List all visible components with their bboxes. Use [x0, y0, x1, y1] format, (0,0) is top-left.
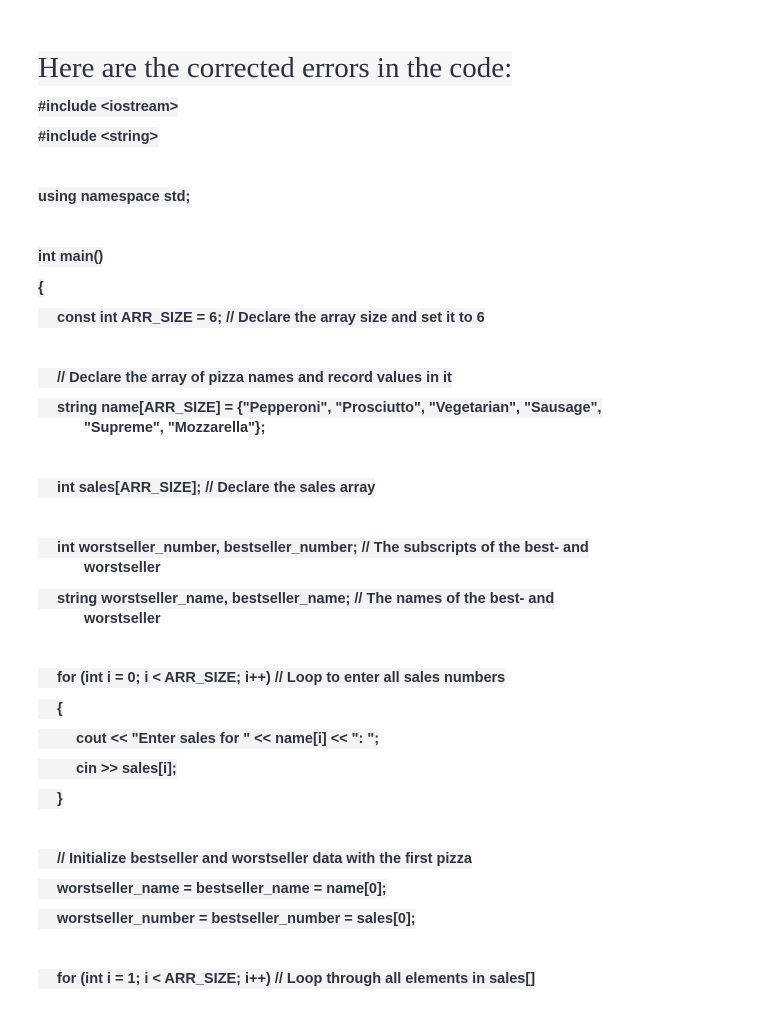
code-text: cout << "Enter sales for " << name[i] << ": "; — [38, 729, 379, 749]
code-text: int worstseller_number, bestseller_number; // The subscripts of the best- and — [38, 538, 589, 558]
code-text: int sales[ARR_SIZE]; // Declare the sales array — [38, 478, 375, 498]
code-text: { — [38, 280, 44, 296]
code-line-continuation: "Supreme", "Mozzarella"}; — [84, 420, 266, 436]
code-line — [38, 729, 379, 749]
code-line — [38, 247, 103, 267]
code-line — [38, 969, 535, 989]
code-line — [38, 308, 485, 328]
code-text: // Initialize bestseller and worstseller data with the first pizza — [38, 849, 472, 869]
code-line — [38, 789, 63, 809]
code-line-continuation: worstseller — [84, 611, 161, 627]
code-text: string name[ARR_SIZE] = {"Pepperoni", "Prosciutto", "Vegetarian", "Sausage", — [38, 398, 602, 418]
code-line — [38, 368, 452, 388]
code-line — [38, 668, 505, 688]
code-line — [38, 759, 177, 779]
code-text: // Declare the array of pizza names and record values in it — [38, 368, 452, 388]
page-heading: Here are the corrected errors in the code: — [38, 52, 513, 84]
code-line — [38, 187, 190, 207]
code-line — [38, 478, 375, 498]
code-text: worstseller_number = bestseller_number = sales[0]; — [38, 909, 416, 929]
code-line — [38, 127, 158, 147]
code-text: } — [38, 789, 63, 809]
code-text: int main() — [38, 249, 104, 265]
code-line — [38, 97, 178, 117]
code-text: for (int i = 0; i < ARR_SIZE; i++) // Loop to enter all sales numbers — [38, 668, 505, 688]
code-line-continuation: worstseller — [84, 560, 161, 576]
code-line — [38, 849, 472, 869]
code-text: using namespace std; — [38, 189, 191, 205]
code-line — [38, 879, 387, 899]
code-text: worstseller_name = bestseller_name = name[0]; — [38, 879, 387, 899]
code-line — [38, 589, 554, 609]
code-line — [38, 699, 63, 719]
code-text: #include <iostream> — [38, 99, 179, 115]
code-text: { — [38, 699, 63, 719]
code-line — [38, 909, 416, 929]
code-text: #include <string> — [38, 129, 159, 145]
code-text: cin >> sales[i]; — [38, 759, 177, 779]
code-text: string worstseller_name, bestseller_name; // The names of the best- and — [38, 589, 554, 609]
code-text: for (int i = 1; i < ARR_SIZE; i++) // Loop through all elements in sales[] — [38, 969, 535, 989]
code-line — [38, 398, 602, 418]
code-text: const int ARR_SIZE = 6; // Declare the array size and set it to 6 — [38, 308, 485, 328]
code-line — [38, 538, 589, 558]
code-line — [38, 278, 44, 298]
